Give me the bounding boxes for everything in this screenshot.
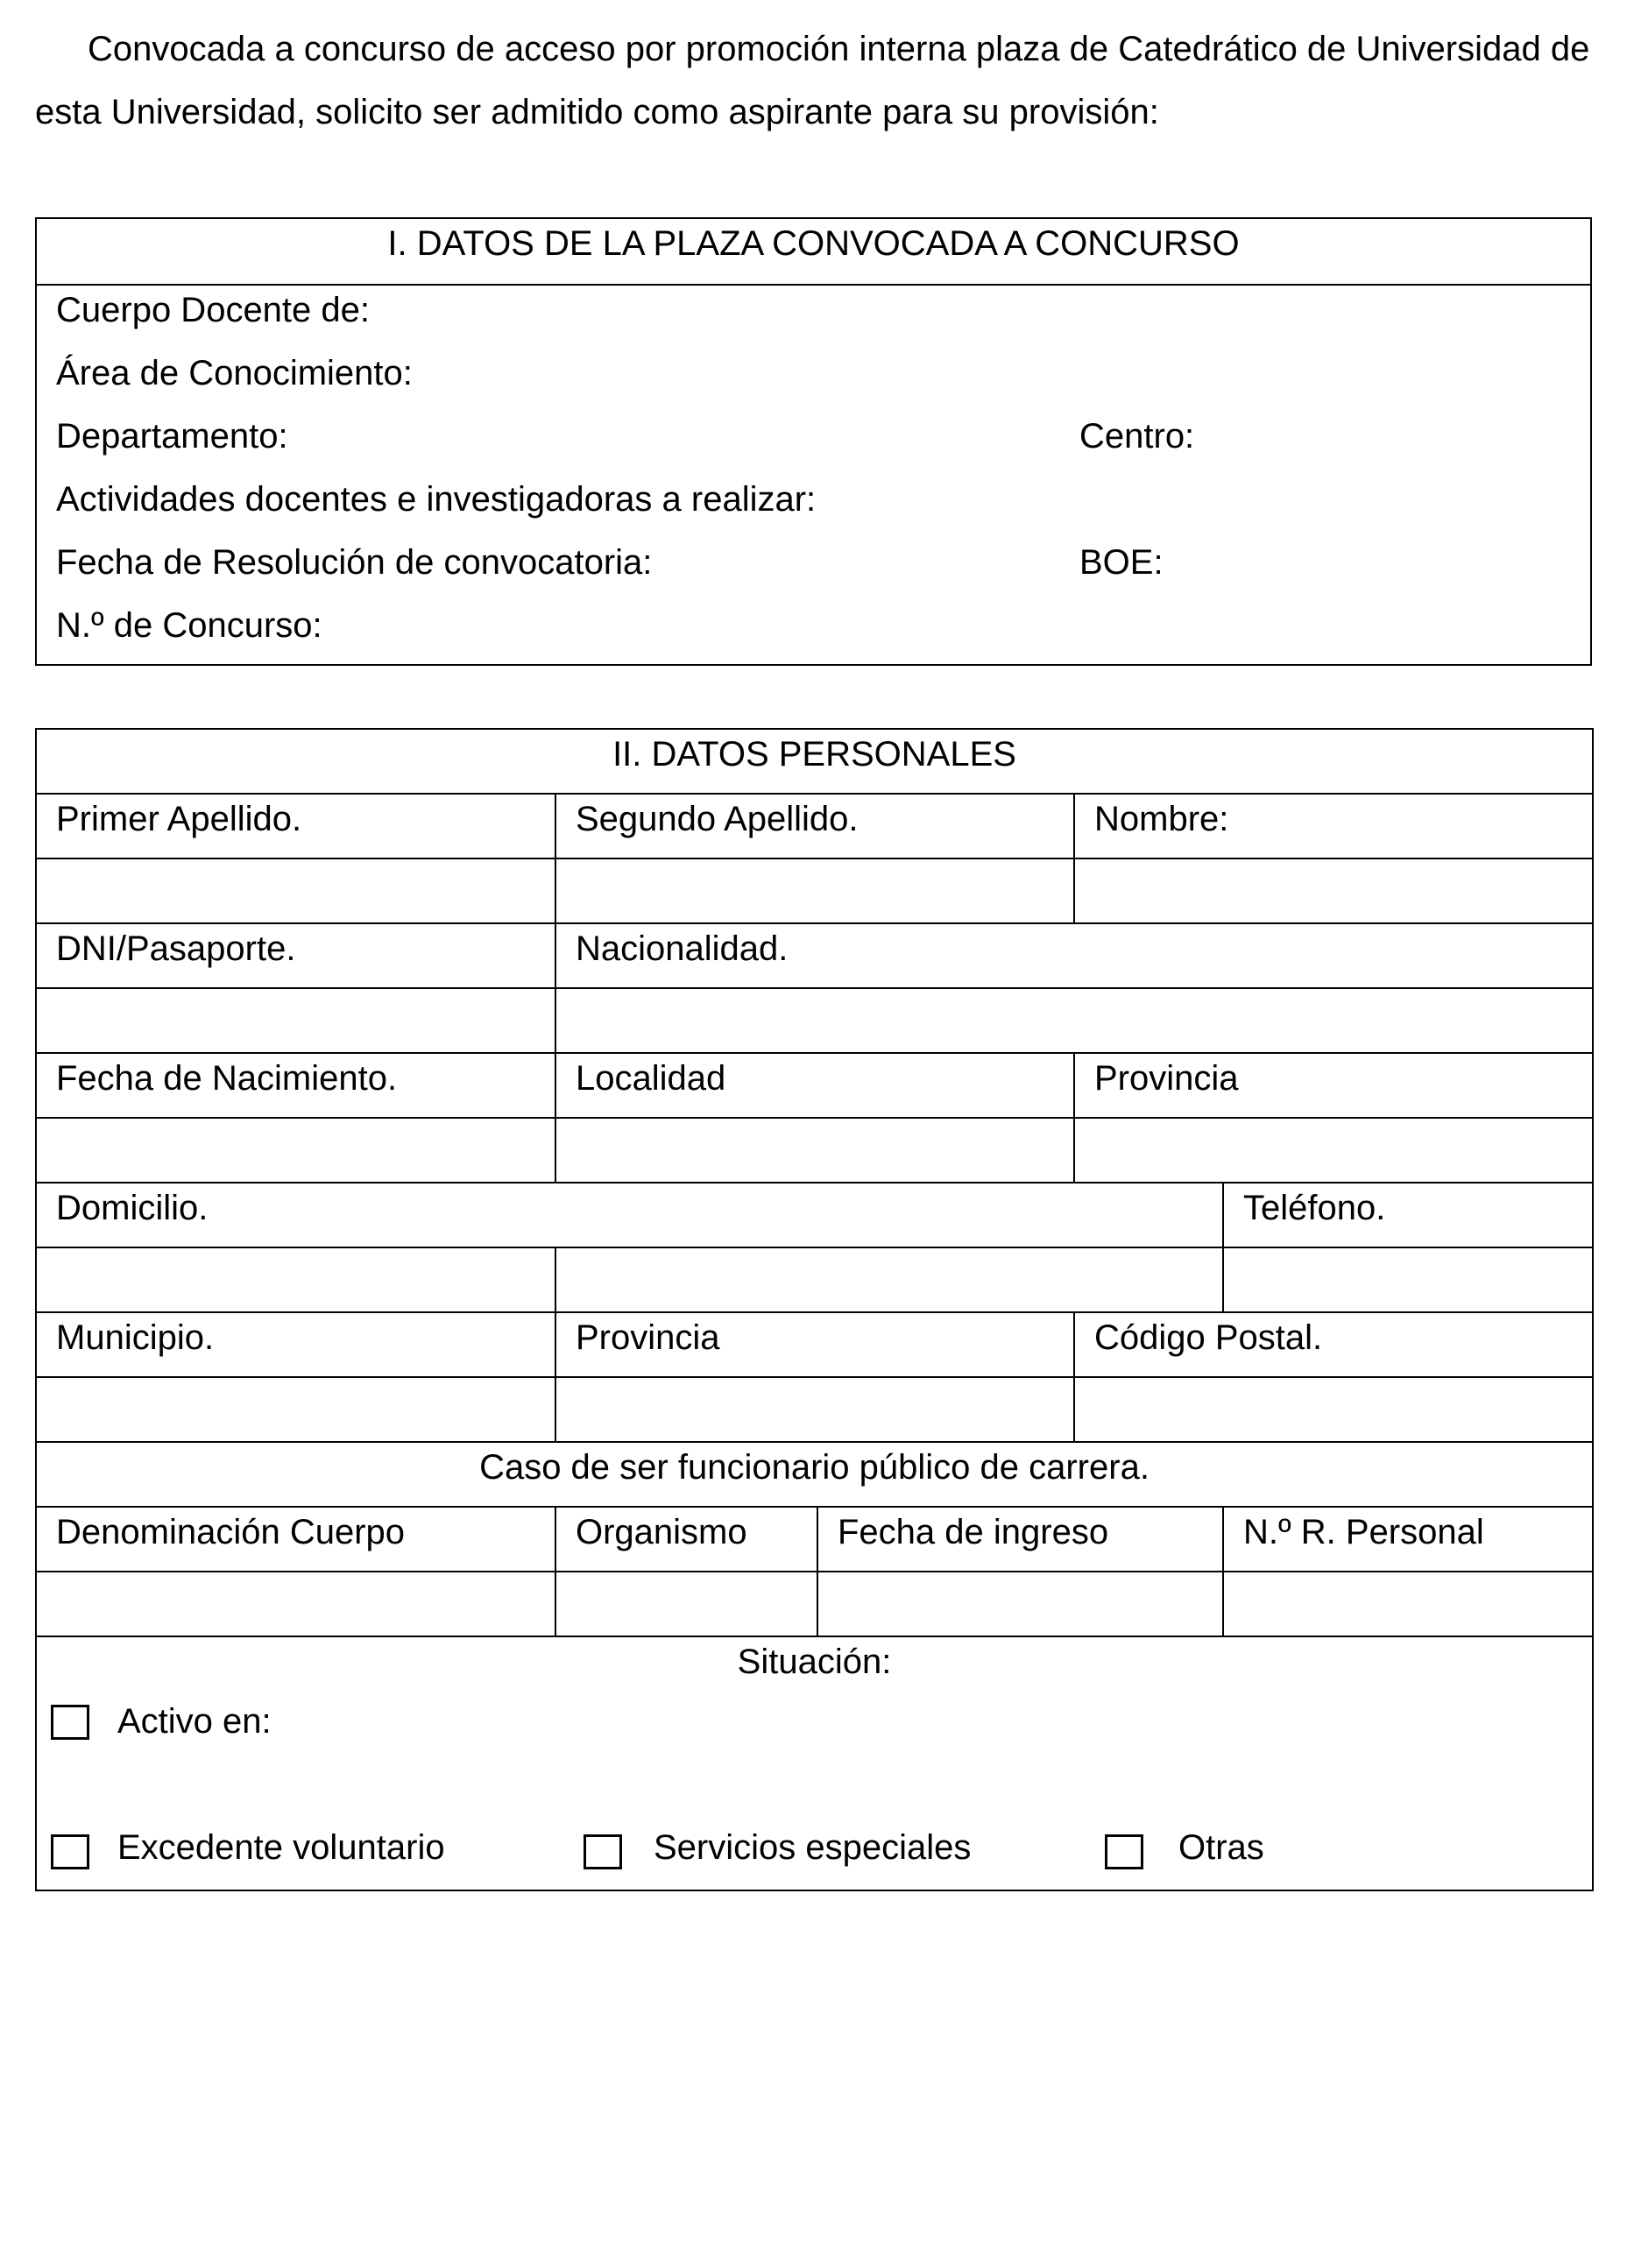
situacion-title: Situación: [737, 1643, 892, 1681]
provincia-domicilio-field[interactable] [555, 1377, 1074, 1442]
otras-checkbox[interactable] [1105, 1834, 1143, 1869]
localidad-label: Localidad [555, 1053, 1074, 1118]
domicilio-field-b[interactable] [555, 1247, 1223, 1312]
actividades-label: Actividades docentes e investigadoras a realizar: [56, 480, 817, 519]
section-personal-title: II. DATOS PERSONALES [36, 729, 1593, 794]
excedente-label: Excedente voluntario [117, 1828, 445, 1867]
servicios-label: Servicios especiales [654, 1828, 972, 1867]
segundo-apellido-label: Segundo Apellido. [555, 794, 1074, 858]
cuerpo-docente-label: Cuerpo Docente de: [56, 291, 371, 329]
municipio-field[interactable] [36, 1377, 555, 1442]
section-plaza-table [35, 217, 1592, 666]
primer-apellido-label: Primer Apellido. [36, 794, 555, 858]
localidad-field[interactable] [555, 1118, 1074, 1183]
section-plaza-title: I. DATOS DE LA PLAZA CONVOCADA A CONCURSO [36, 218, 1591, 285]
area-conocimiento-label: Área de Conocimiento: [56, 354, 413, 392]
denominacion-cuerpo-field[interactable] [36, 1572, 555, 1636]
nombre-field[interactable] [1074, 858, 1593, 923]
departamento-label: Departamento: [56, 417, 288, 456]
situacion-section [36, 1636, 1593, 1890]
domicilio-label: Domicilio. [36, 1183, 1223, 1247]
dni-field[interactable] [36, 988, 555, 1053]
fecha-nacimiento-field[interactable] [36, 1118, 555, 1183]
fecha-ingreso-label: Fecha de ingreso [817, 1507, 1223, 1572]
fecha-resolucion-label: Fecha de Resolución de convocatoria: [56, 543, 653, 582]
otras-label: Otras [1178, 1828, 1264, 1867]
codigo-postal-field[interactable] [1074, 1377, 1593, 1442]
segundo-apellido-field[interactable] [555, 858, 1074, 923]
fecha-nacimiento-label: Fecha de Nacimiento. [36, 1053, 555, 1118]
municipio-label: Municipio. [36, 1312, 555, 1377]
provincia-domicilio-label: Provincia [555, 1312, 1074, 1377]
funcionario-caption: Caso de ser funcionario público de carrera. [36, 1442, 1593, 1507]
centro-label: Centro: [1079, 417, 1195, 456]
organismo-field[interactable] [555, 1572, 817, 1636]
intro-paragraph: Convocada a concurso de acceso por promoción interna plaza de Catedrático de Universidad de esta Universidad, solicito ser admitido como aspirante para su provisión: [35, 30, 1590, 131]
telefono-label: Teléfono. [1223, 1183, 1593, 1247]
primer-apellido-field[interactable] [36, 858, 555, 923]
telefono-field[interactable] [1223, 1247, 1593, 1312]
servicios-checkbox[interactable] [584, 1834, 622, 1869]
domicilio-field-a[interactable] [36, 1247, 555, 1312]
activo-checkbox[interactable] [51, 1705, 89, 1740]
dni-label: DNI/Pasaporte. [36, 923, 555, 988]
fecha-ingreso-field[interactable] [817, 1572, 1223, 1636]
nacionalidad-label: Nacionalidad. [555, 923, 1593, 988]
excedente-checkbox[interactable] [51, 1834, 89, 1869]
num-concurso-label: N.º de Concurso: [56, 606, 322, 645]
nr-personal-label: N.º R. Personal [1223, 1507, 1593, 1572]
provincia-nacimiento-label: Provincia [1074, 1053, 1593, 1118]
organismo-label: Organismo [555, 1507, 817, 1572]
section-plaza-fields [36, 285, 1591, 665]
denominacion-cuerpo-label: Denominación Cuerpo [36, 1507, 555, 1572]
section-personal-table [35, 728, 1594, 1891]
provincia-nacimiento-field[interactable] [1074, 1118, 1593, 1183]
nombre-label: Nombre: [1074, 794, 1593, 858]
nr-personal-field[interactable] [1223, 1572, 1593, 1636]
nacionalidad-field[interactable] [555, 988, 1593, 1053]
boe-label: BOE: [1079, 543, 1164, 582]
activo-label: Activo en: [117, 1702, 272, 1741]
codigo-postal-label: Código Postal. [1074, 1312, 1593, 1377]
